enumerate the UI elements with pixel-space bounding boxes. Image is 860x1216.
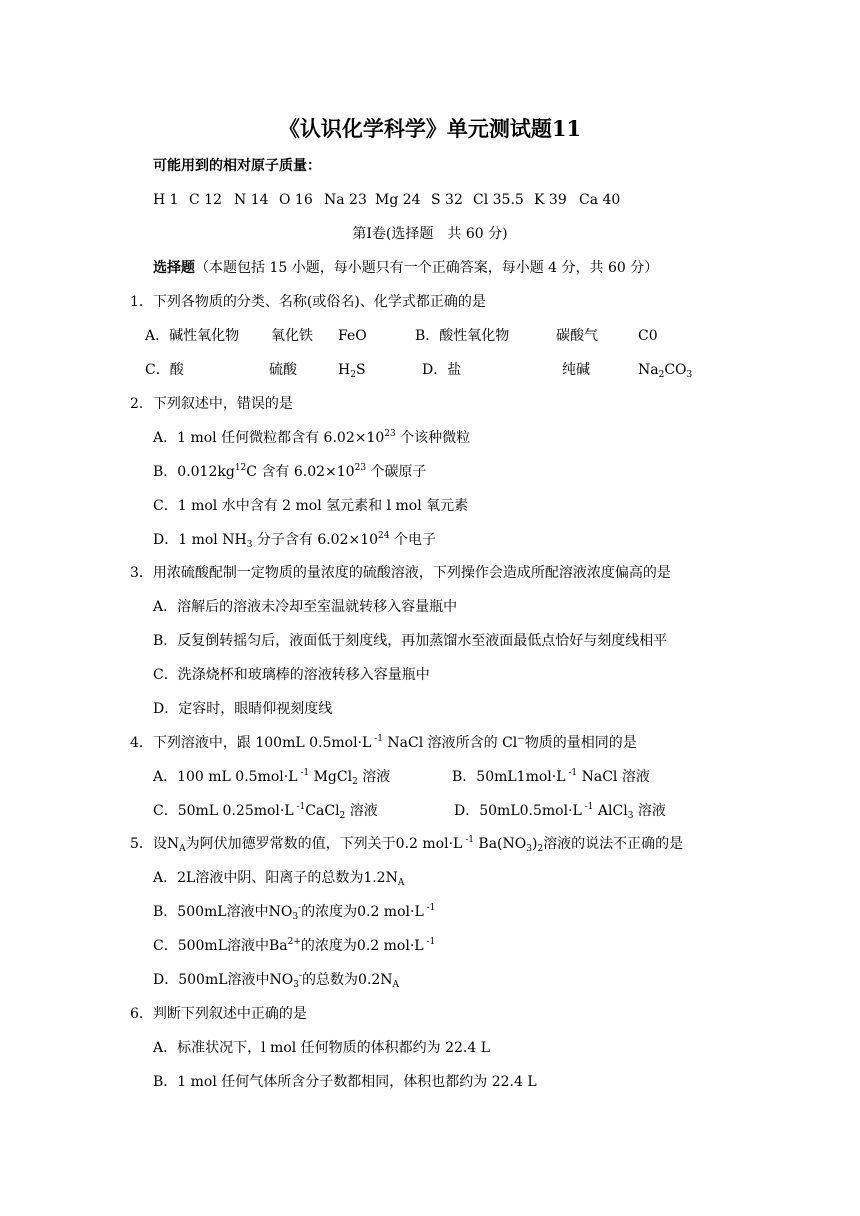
q2-option-c: C．1 mol 水中含有 2 mol 氢元素和 l mol 氧元素 [153, 498, 469, 514]
instruction-bold: 选择题 [153, 260, 195, 276]
q5-option-d: D．500mL溶液中$NO_3^-$的总数为$0.2N_A$ [153, 971, 400, 990]
q1-option-c-formula: $H_2S$ [338, 362, 366, 380]
q2-option-b: B．$0.012kg^{12}C$ 含有 $6.02\times 10^{23}$ 个碳原子 [153, 463, 427, 480]
q1-option-c-name: 硫酸 [269, 362, 297, 378]
q3-option-c: C．洗涤烧杯和玻璃棒的溶液转移入容量瓶中 [153, 667, 430, 683]
q3-option-b: B．反复倒转摇匀后，液面低于刻度线，再加蒸馏水至液面最低点恰好与刻度线相平 [153, 633, 668, 649]
q1-option-c-label: C．酸 [145, 362, 184, 378]
q4-option-b: B．50mL1mol·L $^{-1}$ NaCl 溶液 [452, 768, 650, 785]
q1-option-a-name: 氧化铁 [271, 328, 313, 344]
question-6-stem: 6．判断下列叙述中正确的是 [130, 1006, 307, 1022]
atomic-mass-s: S 32 [431, 192, 463, 208]
q3-option-a: A．溶解后的溶液未冷却至室温就转移入容量瓶中 [153, 599, 458, 615]
atomic-mass-o: O 16 [279, 192, 313, 208]
instruction-rest: （本题包括 15 小题，每小题只有一个正确答案，每小题 4 分，共 60 分） [195, 260, 659, 276]
section-title: 第Ⅰ卷(选择题 共 60 分) [352, 226, 508, 242]
atomic-mass-h: H 1 [153, 192, 179, 208]
page-title: 《认识化学科学》单元测试题11 [278, 116, 582, 141]
q1-option-d-label: D．盐 [422, 362, 462, 378]
q1-option-a-formula: FeO [338, 328, 367, 344]
atomic-mass-mg: Mg 24 [375, 192, 421, 208]
instruction-line [153, 259, 658, 277]
q1-option-b-name: 碳酸气 [556, 328, 598, 344]
question-2-stem: 2．下列叙述中，错误的是 [130, 396, 293, 412]
question-3-stem: 3．用浓硫酸配制一定物质的量浓度的硫酸溶液，下列操作会造成所配溶液浓度偏高的是 [130, 565, 671, 581]
q1-option-d-formula: $Na_2CO_3$ [638, 362, 693, 380]
q5-option-b: B．500mL溶液中$NO_3^-$的浓度为0.2 mol·L $^{-1}$ [153, 903, 436, 922]
q4-option-d: D．50mL0.5mol·L $^{-1}$ AlCl$_3$ 溶液 [454, 802, 666, 821]
question-5-stem: 5．设$N_A$为阿伏加德罗常数的值，下列关于0.2 mol·L $^{-1}$ $Ba(NO_3)_2$溶液的说法不正确的是 [130, 835, 684, 854]
atomic-mass-c: C 12 [189, 192, 222, 208]
q4-option-a: A．100 mL 0.5mol·L $^{-1}$ MgCl$_2$ 溶液 [153, 768, 391, 787]
q1-option-b-formula: C0 [638, 328, 658, 344]
q6-option-b: B．1 mol 任何气体所含分子数都相同，体积也都约为 22.4 L [153, 1074, 537, 1090]
atomic-mass-na: Na 23 [324, 192, 367, 208]
atomic-masses-label: 可能用到的相对原子质量： [153, 158, 321, 174]
atomic-mass-cl: Cl 35.5 [473, 192, 524, 208]
q3-option-d: D．定容时，眼睛仰视刻度线 [153, 701, 333, 717]
q5-option-c: C．500mL溶液中$Ba^{2+}$的浓度为0.2 mol·L $^{-1}$ [153, 937, 436, 954]
question-1-stem: 1．下列各物质的分类、名称(或俗名)、化学式都正确的是 [130, 294, 486, 310]
q1-option-b-label: B．酸性氧化物 [415, 328, 510, 344]
atomic-mass-ca: Ca 40 [579, 192, 621, 208]
atomic-mass-k: K 39 [534, 192, 567, 208]
atomic-mass-n: N 14 [234, 192, 269, 208]
q6-option-a: A．标准状况下，l mol 任何物质的体积都约为 22.4 L [153, 1040, 491, 1056]
q5-option-a: A．2L溶液中阴、阳离子的总数为$1.2N_A$ [153, 870, 405, 888]
q1-option-d-name: 纯碱 [562, 362, 590, 378]
q2-option-d: D．1 mol $NH_3$ 分子含有 $6.02\times 10^{24}$ 个电子 [153, 531, 436, 550]
q4-option-c: C．50mL 0.25mol·L $^{-1}$CaCl$_2$ 溶液 [153, 802, 378, 821]
q1-option-a-label: A．碱性氧化物 [145, 328, 240, 344]
question-4-stem: 4．下列溶液中，跟 100mL 0.5mol·L $^{-1}$ NaCl 溶液所含的 Cl−物质的量相同的是 [130, 734, 637, 751]
q2-option-a: A．1 mol 任何微粒都含有 $6.02\times 10^{23}$ 个该种微粒 [153, 429, 471, 446]
